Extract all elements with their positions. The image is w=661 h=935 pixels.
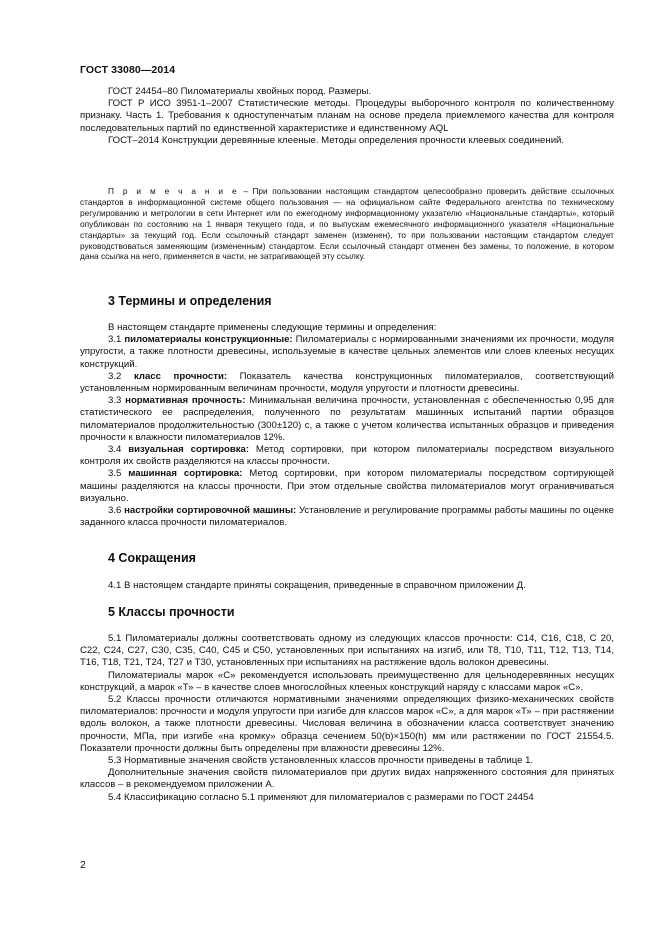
term-definition: 3.1 пиломатериалы конструкционные: Пиломатериалы с нормированными значениями их прочности, модуля упругости, а также плотности древесины, используемые в качестве цельных элементов или слоев клееных несущих конструкций. [80,334,615,370]
section-5-paragraph: Дополнительные значения свойств пиломатериалов при других видах напряженного состояния для принятых классов – в рекомендуемом приложении А. [80,767,614,791]
normative-references [80,86,614,147]
term-definition: 3.4 визуальная сортировка: Метод сортировки, при котором пиломатериалы посредством визуального контроля их свойств разделяются на классы прочности. [80,444,614,468]
term-name: нормативная прочность: [125,395,246,407]
term-definition: 3.6 настройки сортировочной машины: Установление и регулирование программы работы машины по оценке заданного класса прочности пиломатериалов. [80,505,614,529]
term-definition: 3.5 машинная сортировка: Метод сортировки, при котором пиломатериалы посредством сортирующей машины разделяются на классы прочности. При этом отдельные свойства пиломатериалов могут огранивчиваться визуально. [80,468,615,504]
note-block [80,186,614,262]
section-3-body [80,322,614,529]
term-name: пиломатериалы конструкционные: [124,334,293,346]
document-header: ГОСТ 33080—2014 [80,64,176,76]
section-4-body [80,580,614,592]
term-definition: 3.3 нормативная прочность: Минимальная величина прочности, установленная с обеспеченностью 0,95 для статистического ее распределения, полученного по результатам машинных испытаний партии образцов пиломатериалов продолжительностью (300±120) с, а также с учетом количества испытанных образцов и приведения прочности к влажности пиломатериалов 12%. [80,395,614,443]
reference-item: ГОСТ Р ИСО 3951-1–2007 Статистические методы. Процедуры выборочного контроля по количественному признаку. Часть 1. Требования к одноступенчатым планам на основе предела приемлемого качества для контроля последовательных партий по единственной характеристике и единственному AQL [80,98,614,134]
section-5-title: 5 Классы прочности [108,605,235,619]
section-5-body [80,633,614,804]
reference-item: ГОСТ 24454–80 Пиломатериалы хвойных пород. Размеры. [108,86,372,97]
section-4-paragraph: 4.1 В настоящем стандарте приняты сокращения, приведенные в справочном приложении Д. [108,580,526,591]
term-name: настройки сортировочной машины: [124,505,297,517]
section-3-title: 3 Термины и определения [108,294,272,308]
term-name: класс прочности: [133,370,228,382]
note-paragraph [80,186,614,262]
section-5-paragraph: 5.2 Классы прочности отличаются нормативными значениями определяющих физико-механических свойств пиломатериалов: прочности и модуля упругости при изгибе для классов марок «С», а для марок «Т» – при растяжении вдоль волокон, а также плотности древесины. Числовая величина в обозначении класса соответствует значению прочности, МПа, при изгибе «на кромку» образца сечением 50(b)×150(h) мм или растяжении по ГОСТ 21554.5. Показатели прочности должны быть определены при влажности древесины 12%. [80,694,614,754]
term-definition: 3.2 класс прочности: Показатель качества конструкционных пиломатериалов, соответствующий установленным нормированным величинам прочности, модуля упругости и плотности древесины. [80,370,614,395]
term-name: машинная сортировка: [128,468,243,480]
note-text: – При пользовании настоящим стандартом целесообразно проверить действие ссылочных стандартов в информационной системе общего пользования — на официальном сайте Федерального агентства по техническому регулированию и метрологии в сети Интернет или по ежегодному информационному указателю «Национальные стандарты», который опубликован по состоянию на 1 января текущего года, и по выпускам ежемесячного информационного указателя «Национальные стандарты» за текущий год. Если ссылочный стандарт заменен (изменен), то при пользовании настоящим стандартом следует руководствоваться заменяющим (измененным) стандартом. Если ссылочный стандарт отменен без замены, то положение, в котором дана ссылка на него, применяется в части, не затрагивающей эту ссылку. [80,186,614,262]
term-name: визуальная сортировка: [128,444,250,456]
section-5-paragraph: 5.4 Классификацию согласно 5.1 применяют для пиломатериалов с размерами по ГОСТ 24454 [108,791,534,803]
section-3-intro: В настоящем стандарте применены следующие термины и определения: [108,322,437,333]
reference-item: ГОСТ–2014 Конструкции деревянные клееные. Методы определения прочности клеевых соединений. [108,134,565,146]
section-5-paragraph: 5.1 Пиломатериалы должны соответствовать одному из следующих классов прочности: С14, С16, С18, С 20, С22, С24, С27, С30, С35, С40, С45 и С50, установленных при испытаниях на изгиб, или Т8, Т10, Т11, Т12, Т13, Т14, Т16, Т18, Т21, Т24, Т27 и Т30, установленных при испытаниях на растяжение вдоль волокон древесины. [80,633,614,669]
section-5-paragraph: 5.3 Нормативные значения свойств установленных классов прочности приведены в таблице 1. [108,755,534,767]
section-5-paragraph: Пиломатериалы марок «С» рекомендуется использовать преимущественно для цельнодеревянных несущих конструкций, а марок «Т» – в качестве слоев многослойных клееных конструкций наряду с классами марок «С». [80,669,614,693]
page-number: 2 [80,859,86,871]
section-4-title: 4 Сокращения [108,551,196,565]
note-label: П р и м е ч а н и е [108,186,239,196]
